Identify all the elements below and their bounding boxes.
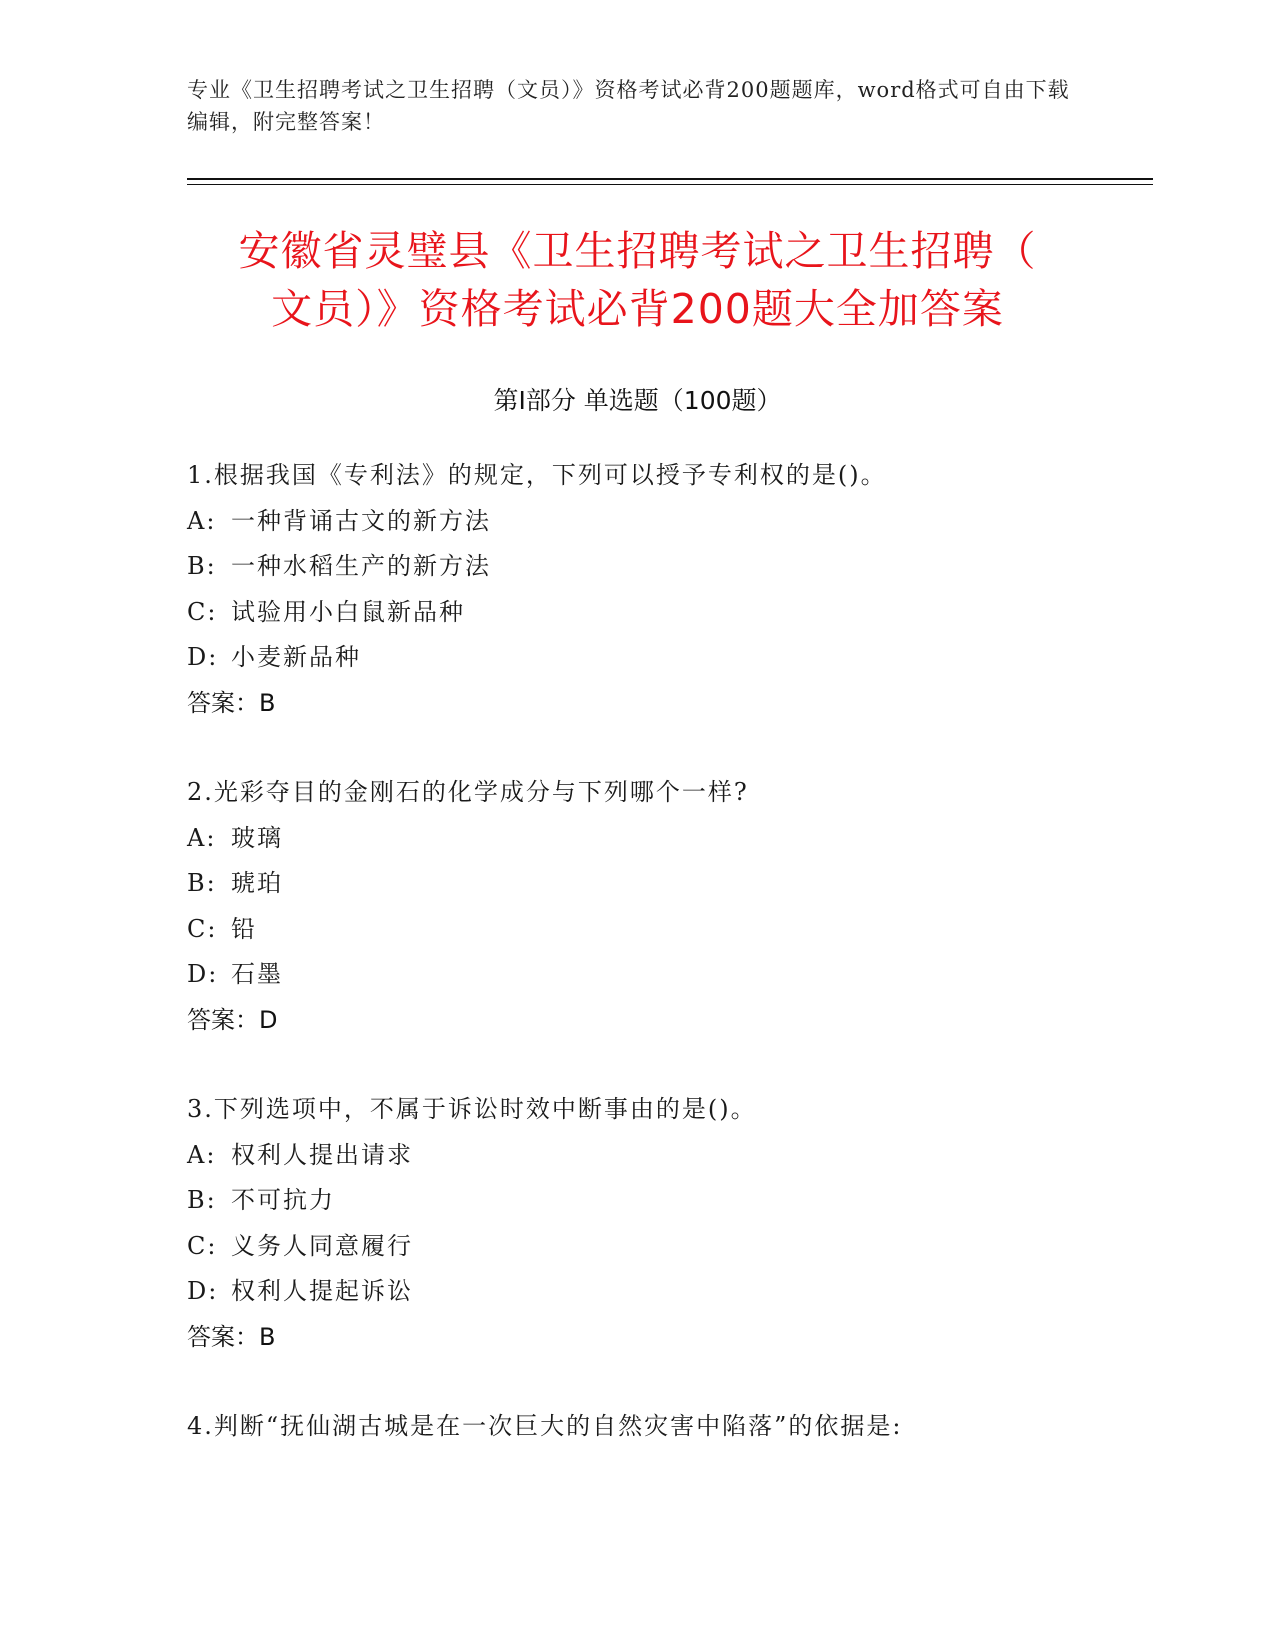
option-a <box>187 499 1107 545</box>
option-c <box>187 907 1107 953</box>
option-d <box>187 635 1107 681</box>
option-d <box>187 1269 1107 1315</box>
option-letter: C: <box>187 597 218 626</box>
option-b <box>187 861 1107 907</box>
question-stem: 2.光彩夺目的金刚石的化学成分与下列哪个一样? <box>187 778 749 806</box>
question-4 <box>187 1404 1107 1450</box>
document-title-line-1: 安徽省灵璧县《卫生招聘考试之卫生招聘（ <box>238 227 1037 275</box>
option-text: 石墨 <box>231 960 283 989</box>
option-b <box>187 544 1107 590</box>
header-note: 专业《卫生招聘考试之卫生招聘（文员）》资格考试必背200题题库，word格式可自由下载编辑，附完整答案！ <box>187 78 1070 134</box>
option-text: 权利人提起诉讼 <box>231 1277 413 1306</box>
header-divider-thin <box>187 184 1153 185</box>
option-text: 琥珀 <box>231 869 283 898</box>
question-stem: 1.根据我国《专利法》的规定，下列可以授予专利权的是()。 <box>187 461 887 489</box>
option-letter: D: <box>187 643 219 672</box>
option-letter: B: <box>187 869 217 898</box>
section-title: 第I部分 单选题（100题） <box>493 386 782 415</box>
answer-label: 答案：B <box>187 688 276 717</box>
option-text: 铅 <box>231 914 257 943</box>
answer-label: 答案：D <box>187 1005 278 1034</box>
answer-label: 答案：B <box>187 1322 276 1351</box>
option-text: 一种背诵古文的新方法 <box>231 506 491 535</box>
document-title-line-2: 文员）》资格考试必背200题大全加答案 <box>271 285 1004 333</box>
option-a <box>187 816 1107 862</box>
option-text: 不可抗力 <box>231 1186 335 1215</box>
option-b <box>187 1178 1107 1224</box>
option-letter: D: <box>187 1277 219 1306</box>
option-c <box>187 590 1107 636</box>
option-text: 义务人同意履行 <box>231 1231 413 1260</box>
option-letter: B: <box>187 1186 217 1215</box>
option-letter: C: <box>187 1231 218 1260</box>
question-3 <box>187 1087 1107 1361</box>
option-letter: B: <box>187 552 217 581</box>
option-text: 试验用小白鼠新品种 <box>231 597 465 626</box>
option-text: 玻璃 <box>231 823 283 852</box>
question-1 <box>187 453 1107 727</box>
question-stem: 3.下列选项中，不属于诉讼时效中断事由的是()。 <box>187 1095 757 1123</box>
question-stem: 4.判断“抚仙湖古城是在一次巨大的自然灾害中陷落”的依据是: <box>187 1412 903 1440</box>
option-letter: A: <box>187 1140 217 1169</box>
option-text: 小麦新品种 <box>231 643 361 672</box>
header-divider-thick <box>187 178 1153 180</box>
option-letter: A: <box>187 506 217 535</box>
document-title <box>150 222 1125 338</box>
option-text: 权利人提出请求 <box>231 1140 413 1169</box>
option-c <box>187 1224 1107 1270</box>
option-a <box>187 1133 1107 1179</box>
option-letter: D: <box>187 960 219 989</box>
question-2 <box>187 770 1107 1044</box>
option-d <box>187 952 1107 998</box>
option-text: 一种水稻生产的新方法 <box>231 552 491 581</box>
option-letter: A: <box>187 823 217 852</box>
option-letter: C: <box>187 914 218 943</box>
